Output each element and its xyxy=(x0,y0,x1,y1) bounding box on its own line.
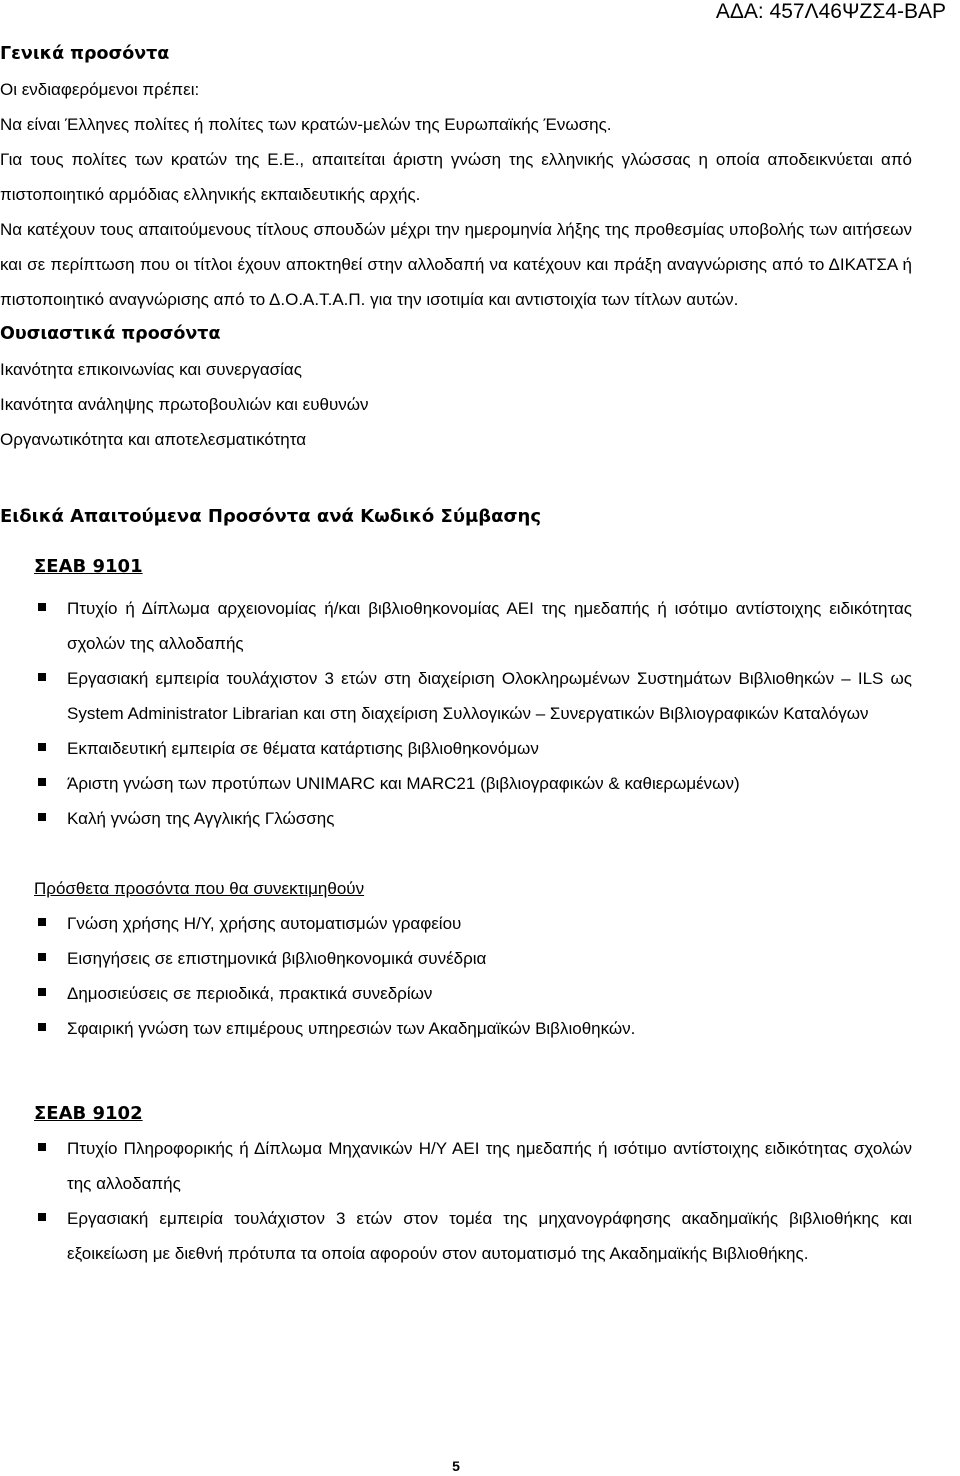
bullet-square-icon xyxy=(38,743,46,751)
contract-9101-requirements xyxy=(0,591,912,836)
list-item: Εργασιακή εμπειρία τουλάχιστον 3 ετών στη διαχείριση Ολοκληρωμένων Συστημάτων Βιβλιοθηκών – ILS ως System Administrator Librarian και στη διαχείριση Συλλογικών – Συνεργατικών Βιβλιογραφικών Καταλόγων xyxy=(0,661,912,731)
page-number: 5 xyxy=(452,1458,460,1474)
list-item: Γνώση χρήσης Η/Υ, χρήσης αυτοματισμών γραφείου xyxy=(0,906,912,941)
general-intro: Οι ενδιαφερόμενοι πρέπει: xyxy=(0,80,200,99)
substantive-item: Ικανότητα επικοινωνίας και συνεργασίας xyxy=(0,360,302,379)
contract-code-9102: ΣΕΑΒ 9102 xyxy=(34,1103,143,1124)
list-item: Άριστη γνώση των προτύπων UNIMARC και MARC21 (βιβλιογραφικών & καθιερωμένων) xyxy=(0,766,912,801)
special-qualifications-title: Ειδικά Απαιτούμενα Προσόντα ανά Κωδικό Σύμβασης xyxy=(0,506,542,527)
general-paragraph-3: Να κατέχουν τους απαιτούμενους τίτλους σπουδών μέχρι την ημερομηνία λήξης της προθεσμίας υποβολής των αιτήσεων και σε περίπτωση που οι τίτλοι έχουν αποκτηθεί στην αλλοδαπή να κατέχουν και πράξη αναγνώρισης από το ΔΙΚΑΤΣΑ ή πιστοποιητικό αναγνώρισης από το Δ.Ο.Α.Τ.Α.Π. για την ισοτιμία και αντιστοιχία των τίτλων αυτών. xyxy=(0,220,912,309)
contract-code-9101: ΣΕΑΒ 9101 xyxy=(34,556,143,577)
list-item: Εκπαιδευτική εμπειρία σε θέματα κατάρτισης βιβλιοθηκονόμων xyxy=(0,731,912,766)
bullet-square-icon xyxy=(38,813,46,821)
bullet-square-icon xyxy=(38,673,46,681)
list-item: Δημοσιεύσεις σε περιοδικά, πρακτικά συνεδρίων xyxy=(0,976,912,1011)
general-paragraph-2: Για τους πολίτες των κρατών της Ε.Ε., απαιτείται άριστη γνώση της ελληνικής γλώσσας η οποία αποδεικνύεται από πιστοποιητικό αρμόδιας ελληνικής εκπαιδευτικής αρχής. xyxy=(0,150,912,204)
general-paragraph-1: Να είναι Έλληνες πολίτες ή πολίτες των κρατών-μελών της Ευρωπαϊκής Ένωσης. xyxy=(0,115,612,134)
document-body xyxy=(0,37,912,1271)
bullet-square-icon xyxy=(38,988,46,996)
list-item: Εισηγήσεις σε επιστημονικά βιβλιοθηκονομικά συνέδρια xyxy=(0,941,912,976)
substantive-item: Οργανωτικότητα και αποτελεσματικότητα xyxy=(0,430,307,449)
bullet-square-icon xyxy=(38,953,46,961)
bullet-square-icon xyxy=(38,1213,46,1221)
ada-code: ΑΔΑ: 457Λ46ΨΖΣ4-ΒΑΡ xyxy=(715,0,946,23)
bullet-square-icon xyxy=(38,603,46,611)
contract-9102-requirements xyxy=(0,1131,912,1271)
list-item: Σφαιρική γνώση των επιμέρους υπηρεσιών των Ακαδημαϊκών Βιβλιοθηκών. xyxy=(0,1011,912,1046)
substantive-qualifications-title: Ουσιαστικά προσόντα xyxy=(0,324,221,344)
additional-qualifications-title: Πρόσθετα προσόντα που θα συνεκτιμηθούν xyxy=(34,879,365,898)
list-item: Πτυχίο Πληροφορικής ή Δίπλωμα Μηχανικών Η/Υ ΑΕΙ της ημεδαπής ή ισότιμο αντίστοιχης ειδικότητας σχολών της αλλοδαπής xyxy=(0,1131,912,1201)
substantive-item: Ικανότητα ανάληψης πρωτοβουλιών και ευθυνών xyxy=(0,395,369,414)
list-item: Εργασιακή εμπειρία τουλάχιστον 3 ετών στον τομέα της μηχανογράφησης ακαδημαϊκής βιβλιοθήκης και εξοικείωση με διεθνή πρότυπα τα οποία αφορούν στον αυτοματισμό της Ακαδημαϊκής Βιβλιοθήκης. xyxy=(0,1201,912,1271)
bullet-square-icon xyxy=(38,778,46,786)
list-item: Πτυχίο ή Δίπλωμα αρχειονομίας ή/και βιβλιοθηκονομίας ΑΕΙ της ημεδαπής ή ισότιμο αντίστοιχης ειδικότητας σχολών της αλλοδαπής xyxy=(0,591,912,661)
additional-qualifications-list xyxy=(0,906,912,1046)
bullet-square-icon xyxy=(38,1143,46,1151)
general-qualifications-title: Γενικά προσόντα xyxy=(0,44,170,64)
list-item: Καλή γνώση της Αγγλικής Γλώσσης xyxy=(0,801,912,836)
bullet-square-icon xyxy=(38,1023,46,1031)
bullet-square-icon xyxy=(38,918,46,926)
